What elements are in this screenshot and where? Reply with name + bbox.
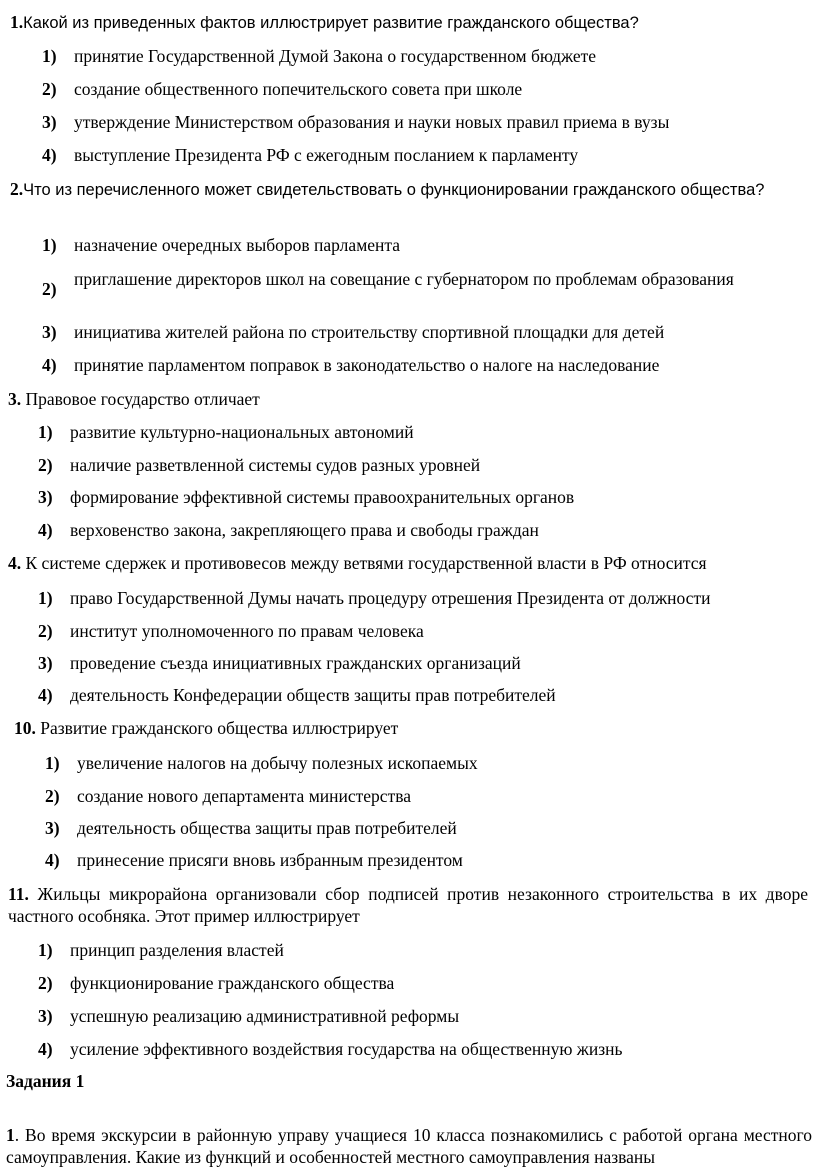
question-4-stem (8, 553, 707, 574)
task-number: 1 (6, 1125, 15, 1145)
question-number: 10. (14, 718, 36, 738)
question-number: 1. (10, 12, 24, 32)
question-text: Развитие гражданского общества иллюстрирует (40, 718, 399, 738)
question-text: К системе сдержек и противовесов между ветвями государственной власти в РФ относится (25, 553, 707, 573)
question-number: 3. (8, 389, 22, 409)
question-3-stem (8, 389, 260, 410)
question-text: Какой из приведенных фактов иллюстрирует развитие гражданского общества? (23, 14, 639, 32)
question-10-stem (14, 718, 398, 739)
section-heading: Задания 1 (6, 1071, 85, 1091)
question-text: Правовое государство отличает (25, 389, 260, 409)
question-text: Что из перечисленного может свидетельствовать о функционировании гражданского общества? (23, 181, 765, 199)
question-11-stem (8, 883, 808, 927)
question-2-stem (10, 178, 800, 201)
question-1-stem (10, 12, 639, 33)
question-number: 11. (8, 884, 29, 904)
question-text: Жильцы микрорайона организовали сбор подписей против незаконного строительства в их дворе частного особняка. Этот пример иллюстрирует (8, 884, 808, 926)
question-number: 4. (8, 553, 22, 573)
question-number: 2. (10, 179, 24, 199)
task-1 (6, 1124, 812, 1168)
task-text: . Во время экскурсии в районную управу учащиеся 10 класса познакомились с работой органа местного самоуправления. Какие из функций и особенностей местного самоуправления названы (6, 1125, 812, 1167)
